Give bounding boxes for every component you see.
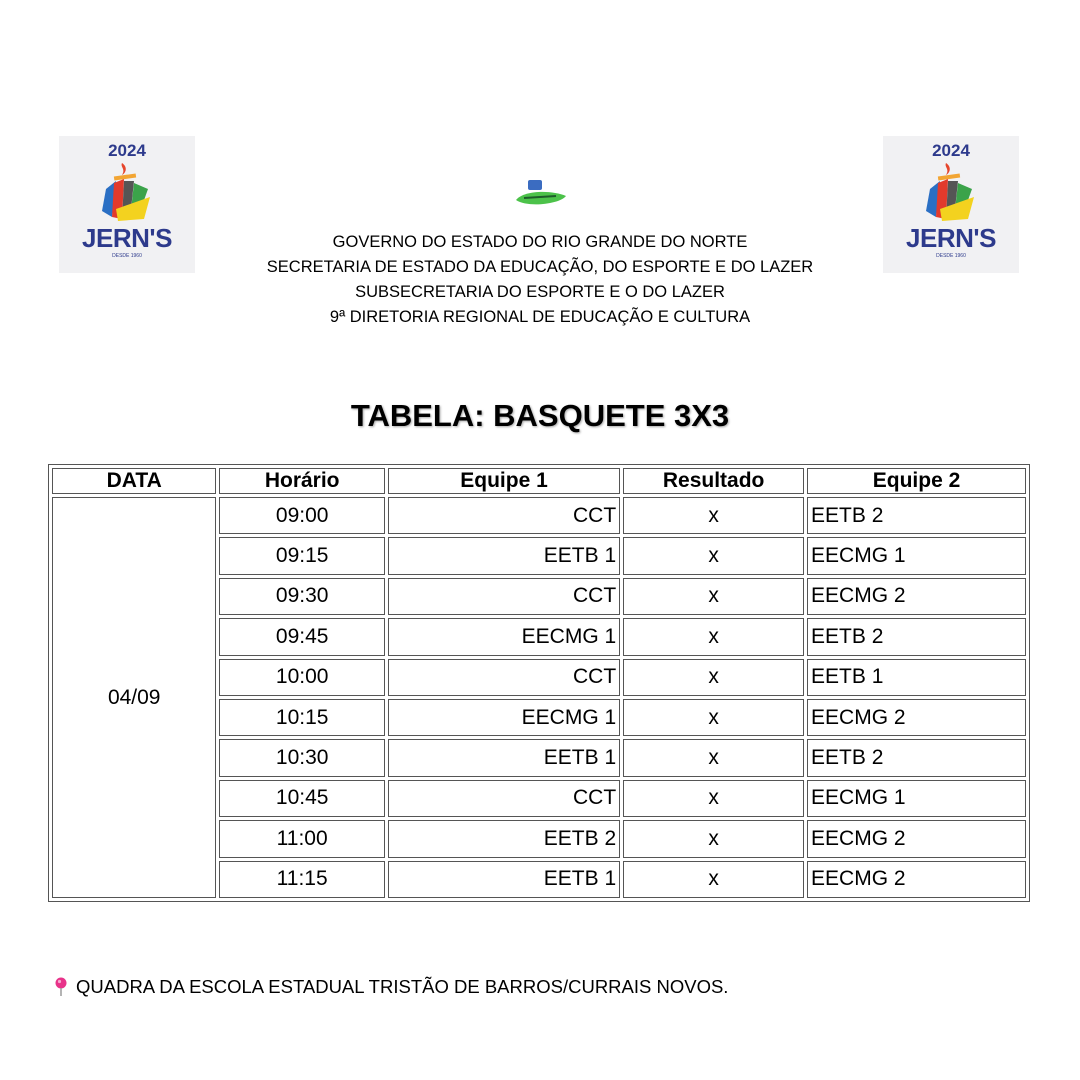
logo-year: 2024 [108, 141, 146, 160]
result-cell: x [623, 699, 804, 736]
result-cell: x [623, 861, 804, 898]
time-cell: 11:00 [219, 820, 384, 857]
map-pin-icon [54, 977, 68, 997]
team2-cell: EETB 2 [807, 497, 1026, 534]
time-cell: 10:30 [219, 739, 384, 776]
table-row [52, 497, 1026, 534]
time-cell: 11:15 [219, 861, 384, 898]
direc-logo-icon [512, 178, 570, 210]
team1-cell: CCT [388, 578, 620, 615]
team2-cell: EECMG 2 [807, 578, 1026, 615]
result-cell: x [623, 618, 804, 655]
result-cell: x [623, 659, 804, 696]
team1-cell: EETB 1 [388, 739, 620, 776]
institution-header [0, 230, 1080, 330]
header-equipe-2: Equipe 2 [807, 468, 1026, 494]
result-cell: x [623, 739, 804, 776]
team2-cell: EECMG 2 [807, 699, 1026, 736]
document-title: TABELA: BASQUETE 3X3 [350, 398, 730, 433]
team1-cell: CCT [388, 497, 620, 534]
team2-cell: EETB 2 [807, 739, 1026, 776]
time-cell: 09:30 [219, 578, 384, 615]
team1-cell: CCT [388, 659, 620, 696]
time-cell: 09:45 [219, 618, 384, 655]
result-cell: x [623, 537, 804, 574]
team1-cell: CCT [388, 780, 620, 817]
team1-cell: EETB 2 [388, 820, 620, 857]
result-cell: x [623, 780, 804, 817]
team2-cell: EETB 2 [807, 618, 1026, 655]
result-cell: x [623, 497, 804, 534]
header-horario: Horário [219, 468, 384, 494]
date-cell: 04/09 [52, 497, 216, 898]
torch-logo-icon [92, 159, 162, 229]
team2-cell: EECMG 1 [807, 537, 1026, 574]
header-line: GOVERNO DO ESTADO DO RIO GRANDE DO NORTE [332, 233, 748, 251]
logo-name: JERN'S [82, 223, 172, 253]
team2-cell: EECMG 2 [807, 820, 1026, 857]
team2-cell: EETB 1 [807, 659, 1026, 696]
time-cell: 09:15 [219, 537, 384, 574]
header-line: SECRETARIA DE ESTADO DA EDUCAÇÃO, DO ESPORTE E DO LAZER [266, 258, 814, 276]
torch-logo-icon [916, 159, 986, 229]
result-cell: x [623, 820, 804, 857]
header-resultado: Resultado [623, 468, 804, 494]
team1-cell: EECMG 1 [388, 699, 620, 736]
team1-cell: EETB 1 [388, 537, 620, 574]
table-header-row [52, 468, 1026, 494]
venue-text: QUADRA DA ESCOLA ESTADUAL TRISTÃO DE BARROS/CURRAIS NOVOS. [76, 976, 729, 997]
time-cell: 10:45 [219, 780, 384, 817]
logo-subtitle: DESDE 1960 [936, 253, 966, 259]
header-line: SUBSECRETARIA DO ESPORTE E O DO LAZER [355, 283, 725, 301]
schedule-table [48, 464, 1030, 902]
team1-cell: EECMG 1 [388, 618, 620, 655]
logo-name: JERN'S [906, 223, 996, 253]
header-equipe-1: Equipe 1 [388, 468, 620, 494]
logo-subtitle: DESDE 1960 [112, 253, 142, 259]
time-cell: 10:15 [219, 699, 384, 736]
venue-note [54, 976, 728, 998]
time-cell: 09:00 [219, 497, 384, 534]
time-cell: 10:00 [219, 659, 384, 696]
logo-year: 2024 [932, 141, 970, 160]
header-line: 9ª DIRETORIA REGIONAL DE EDUCAÇÃO E CULTURA [329, 308, 751, 326]
header-data: DATA [52, 468, 216, 494]
team2-cell: EECMG 1 [807, 780, 1026, 817]
result-cell: x [623, 578, 804, 615]
team2-cell: EECMG 2 [807, 861, 1026, 898]
team1-cell: EETB 1 [388, 861, 620, 898]
